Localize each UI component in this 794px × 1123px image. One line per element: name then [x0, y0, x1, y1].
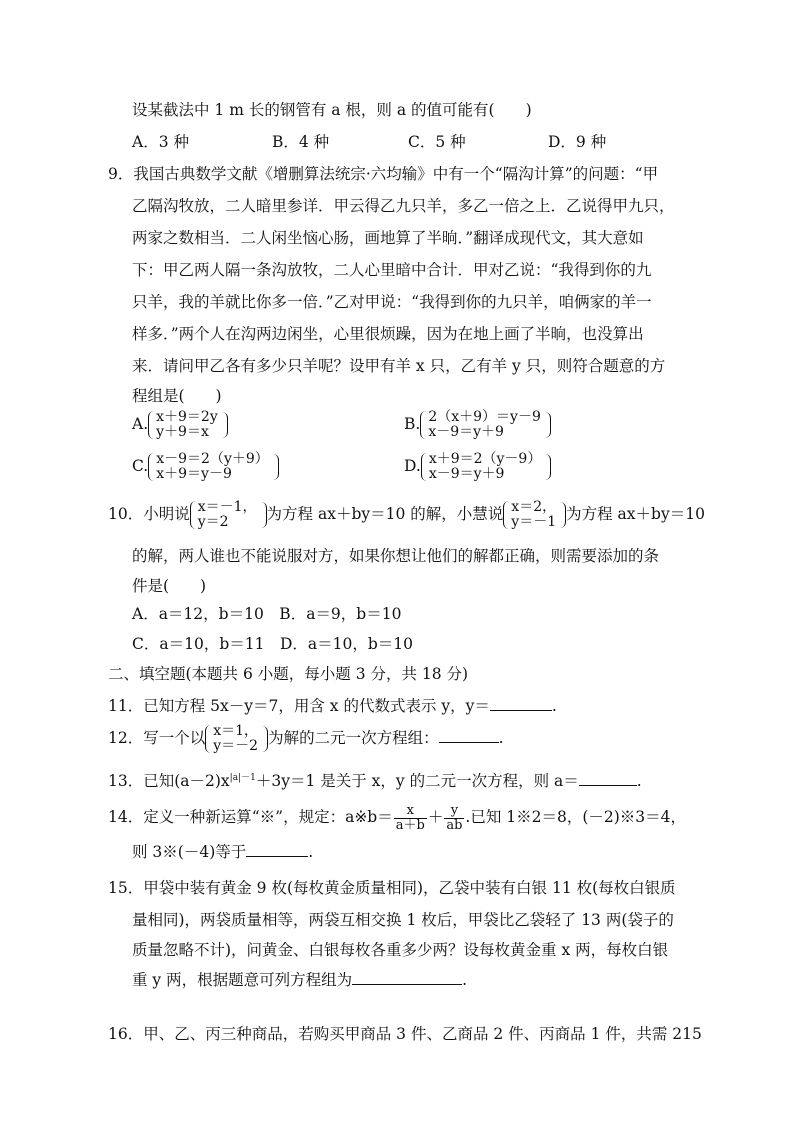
- q9-line: 样多．”两个人在沟两边闲坐，心里很烦躁，因为在地上画了半晌，也没算出: [132, 325, 644, 343]
- q15-line: 质量忽略不计)，问黄金、白银每枚各重多少两？设每枚黄金重 x 两，每枚白银: [132, 941, 669, 959]
- q9-option-d: [404, 452, 551, 482]
- q12-line: [108, 724, 504, 754]
- q8-text: 设某截法中 1 m 长的钢管有 a 根，则 a 的值可能有( ): [132, 101, 532, 119]
- q9-option-a: [132, 410, 228, 440]
- q9-line: 9．我国古典数学文献《增删算法统宗·六均输》中有一个“隔沟计算”的问题：“甲: [108, 165, 659, 183]
- q15-end: .: [462, 971, 468, 989]
- equation-row: x＝1，: [213, 723, 259, 739]
- q9-option-b: [404, 410, 551, 440]
- q14-line2-text: 则 3※(－4)等于: [132, 843, 247, 861]
- equation-system: [205, 724, 268, 754]
- equation-row: x＋9＝2y: [156, 409, 218, 425]
- q10-line1: [108, 500, 705, 530]
- equation-row: x＝－1，: [197, 499, 257, 515]
- q9-line: 乙隔沟牧放，二人暗里参详．甲云得乙九只羊，多乙一倍之上．乙说得甲九只，: [132, 197, 675, 215]
- equation-system: [148, 452, 279, 482]
- option-label: B.: [404, 415, 421, 433]
- equation-row: y＝2: [197, 514, 229, 530]
- q10-pre: 10．小明说: [108, 505, 190, 523]
- equation-row: 2（x＋9）＝y－9: [428, 409, 541, 425]
- equation-row: y＝－2: [213, 738, 259, 754]
- equation-system: [420, 410, 551, 440]
- numerator: x: [394, 804, 427, 819]
- denominator: ab: [446, 817, 463, 833]
- q13-post: ＋3y＝1 是关于 x，y 的二元一次方程，则 a＝: [255, 772, 579, 791]
- q15-line: 15．甲袋中装有黄金 9 枚(每枚黄金质量相同)，乙袋中装有白银 11 枚(每枚白银质: [108, 879, 676, 897]
- answer-blank[interactable]: [352, 970, 462, 985]
- option-label: C.: [132, 457, 149, 475]
- q11-text: 11．已知方程 5x－y＝7，用含 x 的代数式表示 y，y＝: [108, 697, 490, 715]
- equation-row: y＝－1: [511, 514, 557, 530]
- q13-pre: 13．已知(a－2)x: [108, 772, 230, 791]
- option-label: D.: [404, 457, 421, 475]
- equation-row: y＋9＝x: [156, 424, 209, 440]
- q14-end: .: [308, 843, 314, 861]
- q14-line2: [132, 842, 313, 862]
- q8-option-a: A．3 种: [132, 133, 189, 151]
- plus-sign: ＋: [427, 808, 444, 826]
- q9-option-c: [132, 452, 279, 482]
- q10-line2: 的解，两人谁也不能说服对方，如果你想让他们的解都正确，则需要添加的条: [132, 547, 660, 565]
- equation-row: x－9＝2（y＋9）: [156, 451, 269, 467]
- equation-row: x＋9＝y－9: [156, 466, 232, 482]
- q14-post: .已知 1※2＝8，(－2)※3＝4，: [465, 808, 687, 826]
- q13-exponent: |a|－1: [229, 773, 256, 783]
- q10-mid: 为方程 ax＋by＝10 的解，小慧说: [266, 505, 504, 523]
- q10-post: 为方程 ax＋by＝10: [566, 505, 705, 523]
- q15-last-text: 重 y 两，根据题意可列方程组为: [132, 971, 353, 989]
- section-heading: 二、填空题(本题共 6 小题，每小题 3 分，共 18 分): [108, 665, 469, 683]
- q8-option-c: C．5 种: [408, 133, 466, 151]
- q13-end: .: [636, 772, 642, 791]
- q9-line: 只羊，我的羊就比你多一倍．”乙对甲说：“我得到你的九只羊，咱俩家的羊一: [132, 293, 652, 311]
- q10-options-row2: C．a＝10，b＝11 D．a＝10，b＝10: [132, 635, 414, 653]
- fraction: [394, 804, 427, 833]
- q16-line: 16．甲、乙、丙三种商品，若购买甲商品 3 件、乙商品 2 件、丙商品 1 件，共需 215: [108, 1025, 702, 1043]
- answer-blank[interactable]: [579, 771, 637, 786]
- q8-option-b: B．4 种: [272, 133, 330, 151]
- q15-line: 量相同)，两袋质量相等，两袋互相交换 1 枚后，甲袋比乙袋轻了 13 两(袋子的: [132, 911, 674, 929]
- q14-line1: [108, 800, 686, 834]
- equation-row: x＋9＝2（y－9）: [428, 451, 542, 467]
- q14-pre: 14．定义一种新运算“※”，规定：a※b＝: [108, 808, 393, 826]
- q8-option-d: D．9 种: [548, 133, 607, 151]
- q10-options-row1: A．a＝12，b＝10 B．a＝9，b＝10: [132, 605, 402, 623]
- q9-line: 两家之数相当．二人闲坐恼心肠，画地算了半晌．”翻译成现代文，其大意如: [132, 229, 644, 247]
- q11-line: [108, 696, 557, 716]
- q13-line: [108, 768, 642, 791]
- q11-end: .: [551, 697, 557, 715]
- option-label: A.: [132, 415, 149, 433]
- q10-line3: 件是( ): [132, 577, 207, 595]
- q12-pre: 12．写一个以: [108, 729, 206, 747]
- q12-end: .: [498, 729, 504, 747]
- equation-row: x－9＝y＋9: [428, 466, 505, 482]
- equation-system: [421, 452, 552, 482]
- numerator: y: [444, 804, 464, 819]
- q9-line: 来．请问甲乙各有多少只羊呢？设甲有羊 x 只，乙有羊 y 只，则符合题意的方: [132, 357, 666, 375]
- answer-blank[interactable]: [490, 696, 552, 711]
- fraction: [444, 804, 464, 833]
- equation-system: [503, 500, 566, 530]
- equation-row: x－9＝y＋9: [428, 424, 504, 440]
- q9-line: 程组是( ): [132, 387, 222, 405]
- q9-line: 下：甲乙两人隔一条沟放牧，二人心里暗中合计．甲对乙说：“我得到你的九: [132, 261, 652, 279]
- equation-system: [190, 500, 267, 530]
- answer-blank[interactable]: [439, 728, 499, 743]
- equation-system: [148, 410, 228, 440]
- q15-last-line: [132, 970, 467, 990]
- answer-blank[interactable]: [246, 842, 308, 857]
- q12-post: 为解的二元一次方程组：: [268, 729, 439, 747]
- denominator: a＋b: [395, 817, 425, 833]
- equation-row: x＝2，: [511, 499, 557, 515]
